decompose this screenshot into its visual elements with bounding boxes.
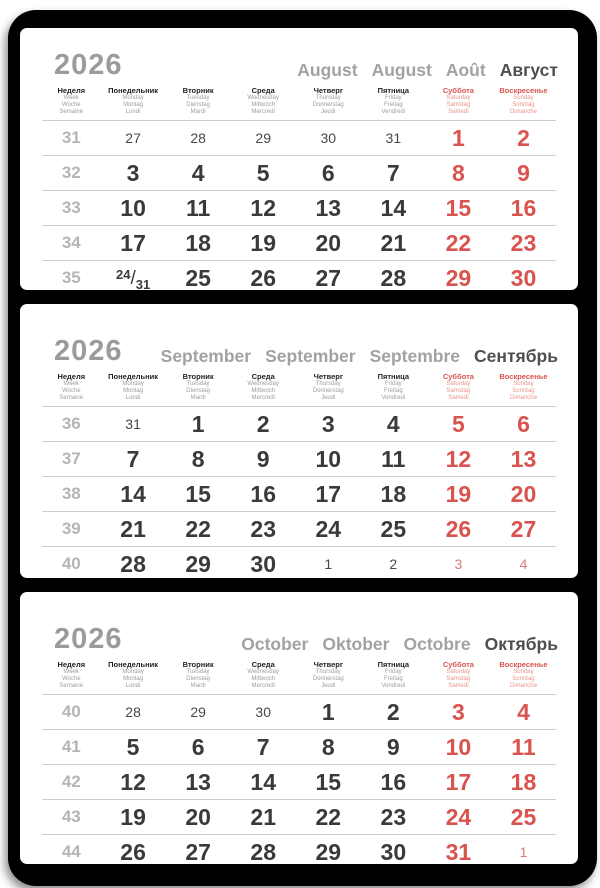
calendar-panel-august [20,28,578,290]
weeks-grid-august [42,121,556,290]
weekday-name-sub: Jeudi [321,683,336,689]
weekday-name-sub: Saturday [446,95,471,101]
weekday-name-ru: Суббота [442,660,474,669]
weekday-header [20,80,578,120]
weekday-name-ru: Понедельник [108,372,159,381]
week-number: 31 [61,128,81,147]
weekday-name-ru: Понедельник [108,86,159,95]
day-cell: 1 [321,698,335,725]
week-row [42,226,556,261]
weekday-name-sub: Vendredi [381,395,406,401]
week-row [42,261,556,290]
day-cell: 10 [445,733,472,760]
year-label: 2026 [54,49,123,81]
weekday-name-sub: Jeudi [321,395,336,401]
weekday-name-sub: Sunday [513,95,534,101]
day-cell: 4 [386,410,400,437]
month-name-fr: Octobre [403,633,471,654]
week-row [42,156,556,191]
weekday-header [20,654,578,694]
weekday-name-sub: Samedi [448,683,469,689]
weekday-name-sub: Samedi [448,395,469,401]
day-cell: 22 [445,229,472,256]
day-cell: 28 [120,550,146,577]
weekday-name-ru: Среда [251,660,275,669]
weekday-name-sub: Sunday [513,669,534,675]
week-number: 38 [61,484,81,503]
weekday-name-sub: Mardi [190,683,206,689]
weekday-name-sub: Week [63,669,79,675]
day-cell: 16 [510,194,537,221]
weekday-name-sub: Mercredi [251,109,275,115]
weekday-column [101,372,166,402]
weekday-name-ru: Понедельник [108,660,159,669]
weekday-name-sub: Tuesday [186,669,210,675]
day-cell: 2 [386,698,400,725]
weekday-name-sub: Samstag [446,102,471,108]
weekday-name-ru: Пятница [377,660,410,669]
month-name-de: Oktober [322,633,390,654]
day-cell: 12 [120,768,146,795]
day-cell: 26 [445,515,472,542]
day-cell: 19 [120,803,146,830]
week-number: 40 [61,702,81,721]
weekday-header [20,366,578,406]
day-cell: 3 [126,159,140,186]
week-number: 37 [61,449,81,468]
day-cell: 5 [451,410,465,437]
calendar-panel-october [20,592,578,864]
weekday-name-sub: Monday [122,381,144,387]
weekday-name-sub: Wednesday [247,669,279,675]
day-cell: 9 [256,445,270,472]
year-label: 2026 [54,335,123,367]
weeks-grid-september [42,407,556,578]
day-cell: 10 [120,194,146,221]
day-cell: 5 [256,159,270,186]
day-cell: 29 [255,130,271,146]
day-cell: 30 [250,550,276,577]
weekday-column [42,660,101,690]
day-cell: 27 [185,838,211,864]
weekday-column [426,86,491,116]
day-cell: 24 [315,515,342,542]
weekday-name-sub: Montag [123,676,144,682]
weeks-grid-october [42,695,556,864]
weekday-name-sub: Mercredi [251,683,275,689]
weekday-column [166,372,231,402]
calendar-panel-september [20,304,578,578]
day-cell: 19 [445,480,472,507]
weekday-name-sub: Saturday [446,669,471,675]
weekday-name-sub: Mercredi [251,395,275,401]
day-cell: 18 [380,480,407,507]
day-cell: 29 [190,704,206,720]
weekday-column [426,372,491,402]
week-number: 35 [61,268,81,287]
weekday-column [231,660,296,690]
day-cell: 2 [389,556,398,572]
panel-header [20,28,578,80]
weekday-name-sub: Freitag [383,102,403,108]
month-name-fr: Août [445,59,486,80]
weekday-name-sub: Vendredi [381,683,406,689]
weekday-name-sub: Freitag [383,388,403,394]
day-cell: 27 [315,264,342,290]
day-cell: 1 [191,410,205,437]
day-cell: 6 [321,159,335,186]
weekday-name-sub: Sonntag [512,102,535,108]
day-cell: 11 [185,194,211,221]
day-cell: 21 [120,515,146,542]
day-cell: 23 [510,229,537,256]
day-cell: 29 [315,838,342,864]
day-cell: 15 [445,194,472,221]
day-cell: 23 [380,803,407,830]
weekday-column [166,660,231,690]
month-name-en: August [297,59,358,80]
weekday-name-sub: Sonntag [512,676,535,682]
weekday-column [491,372,556,402]
day-cell: 27 [125,130,141,146]
day-cell: 29 [445,264,472,290]
weekday-column [296,372,361,402]
day-cell: 4 [191,159,205,186]
weekday-name-sub: Dimanche [509,109,537,115]
day-cell: 12 [445,445,472,472]
day-cell: 24 [445,803,472,830]
day-cell: 21 [250,803,276,830]
day-cell: 28 [250,838,276,864]
weekday-column [42,372,101,402]
weekday-name-ru: Четверг [313,86,343,95]
weekday-name-ru: Неделя [57,372,86,381]
day-cell: 29 [185,550,211,577]
weekday-name-sub: Semaine [59,109,84,115]
weekday-column [361,86,426,116]
day-cell: 5 [126,733,140,760]
weekday-name-ru: Вторник [182,86,214,95]
day-cell: 28 [125,704,141,720]
weekday-name-sub: Friday [384,95,402,101]
weekday-name-sub: Mittwoch [251,102,276,108]
weekday-name-ru: Среда [251,372,275,381]
day-cell: 21 [380,229,407,256]
day-cell: 30 [320,130,337,146]
day-cell: 10 [315,445,342,472]
weekday-name-sub: Semaine [59,395,84,401]
day-cell: 25 [380,515,407,542]
day-cell: 9 [517,159,530,186]
weekday-name-sub: Woche [61,676,81,682]
week-row [42,477,556,512]
weekday-column [361,372,426,402]
day-cell: 19 [250,229,276,256]
week-row [42,730,556,765]
weekday-name-ru: Вторник [182,660,214,669]
week-row [42,835,556,864]
weekday-name-sub: Dienstag [186,102,210,108]
day-cell: 26 [120,838,146,864]
weekday-name-sub: Monday [122,669,144,675]
weekday-name-sub: Dienstag [186,676,210,682]
month-name-de: August [371,59,432,80]
weekday-name-sub: Week [63,95,79,101]
day-cell: 14 [250,768,276,795]
day-cell: 22 [315,803,342,830]
weekday-name-sub: Wednesday [247,95,279,101]
weekday-column [426,660,491,690]
week-number: 33 [61,198,81,217]
day-cell: 11 [511,733,536,760]
weekday-name-sub: Samstag [446,388,471,394]
split-day-second: 31 [135,276,151,290]
month-names [241,633,558,655]
weekday-name-sub: Donnerstag [312,388,344,394]
day-cell: 3 [454,556,463,572]
weekday-column [231,372,296,402]
day-cell: 28 [380,264,407,290]
day-cell: 8 [191,445,205,472]
weekday-name-sub: Mittwoch [251,676,276,682]
weekday-name-sub: Friday [384,669,402,675]
day-cell: 31 [445,838,472,864]
month-name-en: October [241,633,309,654]
day-cell: 7 [256,733,270,760]
day-cell: 4 [517,698,530,725]
weekday-name-sub: Montag [123,388,144,394]
weekday-name-sub: Samedi [448,109,469,115]
weekday-name-ru: Вторник [182,372,214,381]
week-number: 41 [61,737,81,756]
week-row [42,442,556,477]
weekday-name-sub: Week [63,381,79,387]
weekday-name-sub: Jeudi [321,109,336,115]
day-cell: 1 [451,124,465,151]
weekday-name-ru: Воскресенье [499,372,548,381]
weekday-column [296,86,361,116]
day-cell: 17 [445,768,472,795]
week-number: 40 [61,554,81,573]
week-number: 43 [61,807,81,826]
day-cell: 2 [517,124,530,151]
week-row [42,407,556,442]
month-names [160,345,558,367]
day-cell: 6 [191,733,205,760]
week-number: 36 [61,414,81,433]
panel-header [20,304,578,366]
day-cell: 3 [451,698,465,725]
weekday-column [491,86,556,116]
week-row [42,121,556,156]
month-name-fr: Septembre [369,345,461,366]
calendar-backdrop [8,10,597,886]
day-cell: 13 [510,445,537,472]
weekday-name-ru: Четверг [313,372,343,381]
panel-header [20,592,578,654]
weekday-name-sub: Lundi [125,395,141,401]
weekday-name-sub: Donnerstag [312,676,344,682]
weekday-name-sub: Thursday [315,381,341,387]
weekday-name-ru: Воскресенье [499,86,548,95]
week-number: 42 [61,772,81,791]
weekday-column [296,660,361,690]
weekday-name-ru: Неделя [57,86,86,95]
weekday-name-sub: Dimanche [509,395,537,401]
month-name-ru: Август [499,59,558,80]
weekday-name-sub: Dimanche [509,683,537,689]
weekday-name-sub: Woche [61,388,81,394]
weekday-column [101,660,166,690]
week-number: 44 [61,842,81,861]
weekday-name-sub: Lundi [125,683,141,689]
day-cell: 1 [519,844,528,860]
weekday-column [361,660,426,690]
weekday-name-sub: Mittwoch [251,388,276,394]
day-cell: 4 [519,556,528,572]
week-number: 32 [61,163,81,182]
day-cell: 20 [185,803,211,830]
month-names [297,59,558,81]
day-cell: 7 [386,159,400,186]
weekday-name-sub: Thursday [315,669,341,675]
day-cell: 30 [380,838,407,864]
day-cell: 14 [380,194,407,221]
week-row [42,547,556,578]
day-cell: 30 [510,264,537,290]
day-cell: 15 [185,480,211,507]
day-cell: 14 [120,480,146,507]
week-row [42,191,556,226]
weekday-name-ru: Неделя [57,660,86,669]
weekday-name-sub: Friday [384,381,402,387]
weekday-name-sub: Vendredi [381,109,406,115]
weekday-name-sub: Sonntag [512,388,535,394]
day-cell: 20 [510,480,537,507]
weekday-name-sub: Samstag [446,676,471,682]
day-cell: 25 [510,803,537,830]
weekday-name-sub: Semaine [59,683,84,689]
weekday-column [101,86,166,116]
day-cell: 13 [185,768,211,795]
day-cell: 3 [321,410,335,437]
day-cell: 17 [315,480,342,507]
weekday-column [231,86,296,116]
day-cell: 17 [120,229,146,256]
day-cell: 12 [250,194,276,221]
week-number: 39 [61,519,81,538]
weekday-name-sub: Freitag [383,676,403,682]
day-cell: 13 [315,194,342,221]
day-cell: 31 [385,130,402,146]
weekday-column [491,660,556,690]
day-cell: 8 [451,159,465,186]
day-cell: 15 [315,768,342,795]
month-name-ru: Сентябрь [474,345,558,366]
weekday-name-sub: Dienstag [186,388,210,394]
day-cell: 7 [126,445,140,472]
day-cell: 20 [315,229,342,256]
weekday-name-sub: Donnerstag [312,102,344,108]
day-cell: 2 [256,410,270,437]
weekday-name-sub: Tuesday [186,381,210,387]
weekday-name-sub: Woche [61,102,81,108]
day-cell: 25 [185,264,211,290]
weekday-name-ru: Пятница [377,86,410,95]
day-cell: 1 [324,556,333,572]
weekday-name-sub: Tuesday [186,95,210,101]
day-cell: 30 [255,704,271,720]
day-cell: 26 [250,264,276,290]
day-cell: 23 [250,515,276,542]
day-cell: 31 [125,416,141,432]
month-name-ru: Октябрь [484,633,558,654]
week-number: 34 [61,233,81,252]
weekday-name-ru: Суббота [442,372,474,381]
weekday-name-ru: Четверг [313,660,343,669]
day-cell: 11 [381,445,406,472]
day-cell: 9 [386,733,400,760]
day-cell: 8 [321,733,335,760]
split-day-first: 24 [115,266,131,282]
weekday-name-sub: Saturday [446,381,471,387]
weekday-name-sub: Mardi [190,109,206,115]
weekday-name-sub: Monday [122,95,144,101]
weekday-name-ru: Пятница [377,372,410,381]
week-row [42,800,556,835]
week-row [42,695,556,730]
day-cell: 18 [185,229,211,256]
weekday-name-sub: Wednesday [247,381,279,387]
month-name-de: September [265,345,356,366]
weekday-name-ru: Среда [251,86,275,95]
day-cell: 27 [510,515,537,542]
day-cell: 22 [185,515,211,542]
week-row [42,765,556,800]
day-cell: 16 [250,480,276,507]
weekday-name-ru: Воскресенье [499,660,548,669]
weekday-name-sub: Montag [123,102,144,108]
year-label: 2026 [54,623,123,655]
weekday-name-ru: Суббота [442,86,474,95]
weekday-name-sub: Mardi [190,395,206,401]
day-cell: 6 [517,410,530,437]
month-name-en: September [160,345,252,366]
day-cell-split: $^{24}/_{31}$ [115,266,151,290]
weekday-column [42,86,101,116]
weekday-column [166,86,231,116]
week-row [42,512,556,547]
day-cell: 16 [380,768,407,795]
weekday-name-sub: Sunday [513,381,534,387]
day-cell: 28 [190,130,206,146]
weekday-name-sub: Thursday [315,95,341,101]
weekday-name-sub: Lundi [125,109,141,115]
day-cell: 18 [510,768,537,795]
